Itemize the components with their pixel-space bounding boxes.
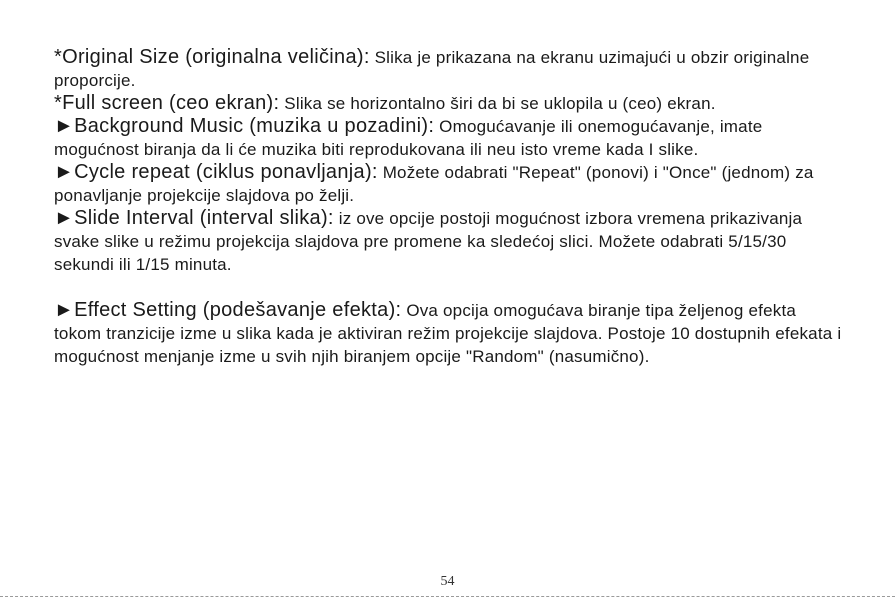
- entry-background-music: [54, 115, 844, 161]
- document-body: [54, 46, 844, 368]
- entry-text: Omogućavanje ili onemogućavanje, imate mogućnost biranja da li će muzika biti reprodukovana ili neu isto vreme kada I slike.: [54, 117, 763, 159]
- entry-text: Možete odabrati "Repeat" (ponovi) i "Once" (jednom) za ponavljanje projekcije slajdova po želji.: [54, 163, 814, 205]
- entry-term: *Full screen (ceo ekran):: [54, 92, 280, 114]
- entry-term: ►Background Music (muzika u pozadini):: [54, 115, 435, 137]
- bottom-rule: [0, 596, 895, 597]
- entry-term: ►Cycle repeat (ciklus ponavljanja):: [54, 161, 378, 183]
- entry-original-size: [54, 46, 844, 92]
- entry-term: ►Slide Interval (interval slika):: [54, 207, 334, 229]
- entry-term: *Original Size (originalna veličina):: [54, 46, 370, 68]
- paragraph-gap: [54, 276, 844, 299]
- entry-text: Slika je prikazana na ekranu uzimajući u obzir originalne proporcije.: [54, 48, 810, 90]
- page-number: 54: [440, 574, 455, 589]
- entry-term: ►Effect Setting (podešavanje efekta):: [54, 299, 402, 321]
- entry-text: Slika se horizontalno širi da bi se uklopila u (ceo) ekran.: [279, 94, 716, 113]
- entry-text: iz ove opcije postoji mogućnost izbora vremena prikazivanja svake slike u režimu projekcija slajdova pre promene ka sledećoj slici. Možete odabrati 5/15/30 sekundi ili 1/15 minuta.: [54, 209, 803, 274]
- entry-cycle-repeat: [54, 161, 844, 207]
- entry-full-screen: [54, 92, 844, 115]
- entry-effect-setting: [54, 299, 844, 368]
- entry-text: Ova opcija omogućava biranje tipa željenog efekta tokom tranzicije izme u slika kada je aktiviran režim projekcije slajdova. Postoje 10 dostupnih efekata i mogućnost menjanje izme u svih njih biranjem opcije "Random" (nasumično).: [54, 301, 842, 366]
- entry-slide-interval: [54, 207, 844, 276]
